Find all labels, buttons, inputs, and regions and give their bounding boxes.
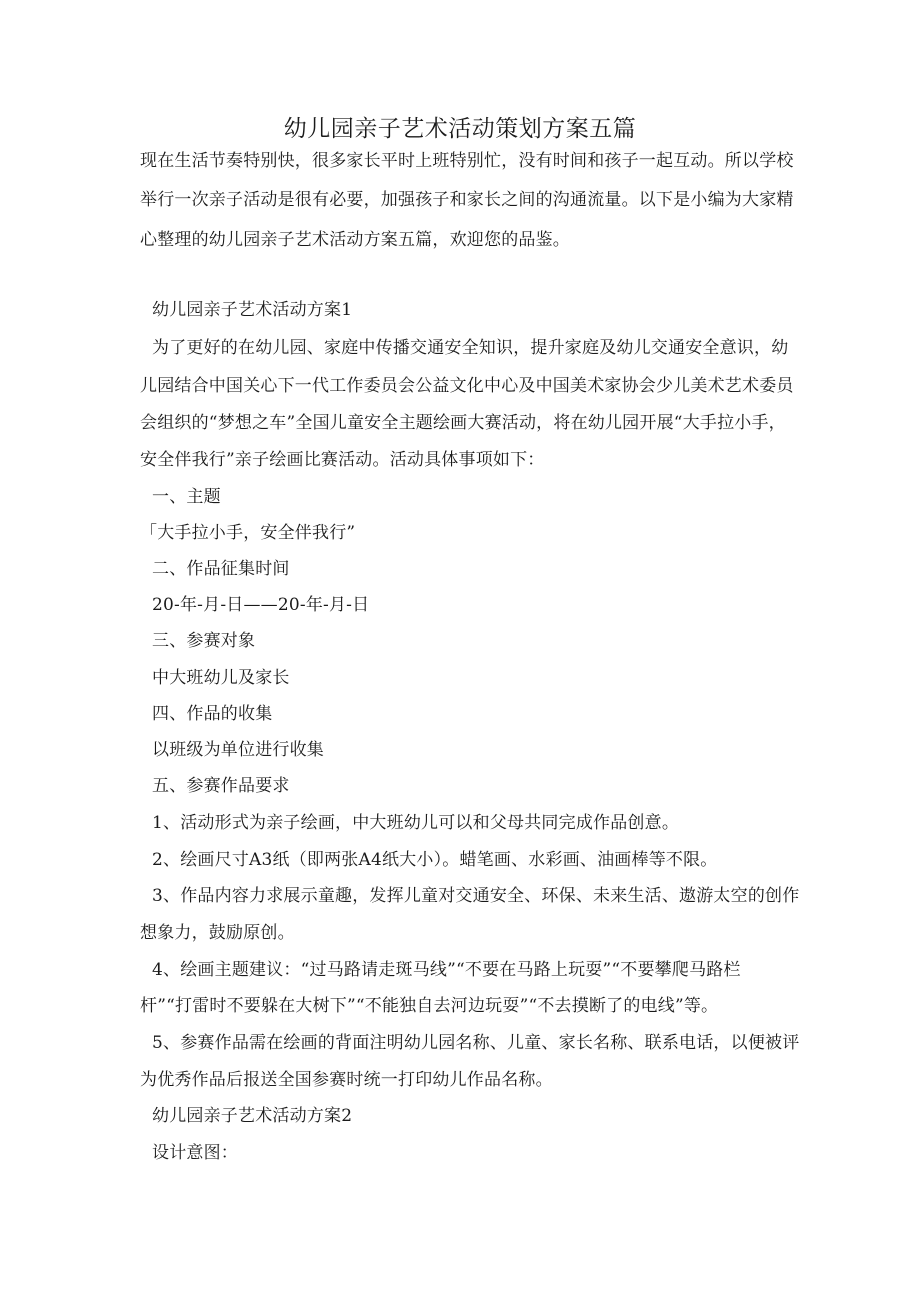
requirement-item: 4、绘画主题建议：“过马路请走斑马线”“不要在马路上玩耍”“不要攀爬马路栏 bbox=[152, 960, 741, 980]
section-title-theme: 一、主题 bbox=[152, 487, 221, 507]
requirement-item: 3、作品内容力求展示童趣，发挥儿童对交通安全、环保、未来生活、遨游太空的创作 bbox=[152, 886, 800, 906]
requirement-item-cont: 为优秀作品后报送全国参赛时统一打印幼儿作品名称。 bbox=[140, 1070, 553, 1090]
plan1-heading: 幼儿园亲子艺术活动方案1 bbox=[152, 300, 353, 320]
section-title-time: 二、作品征集时间 bbox=[152, 559, 290, 579]
section-title-participants: 三、参赛对象 bbox=[152, 631, 256, 651]
plan1-paragraph-line: 儿园结合中国关心下一代工作委员会公益文化中心及中国美术家协会少儿美术艺术委员 bbox=[140, 376, 794, 396]
requirement-item: 2、绘画尺寸A3纸（即两张A4纸大小）。蜡笔画、水彩画、油画棒等不限。 bbox=[152, 850, 718, 870]
intro-line: 现在生活节奏特别快，很多家长平时上班特别忙，没有时间和孩子一起互动。所以学校 bbox=[140, 151, 794, 171]
section-title-requirements: 五、参赛作品要求 bbox=[152, 776, 290, 796]
intro-line: 心整理的幼儿园亲子艺术活动方案五篇，欢迎您的品鉴。 bbox=[140, 230, 570, 250]
section-text-participants: 中大班幼儿及家长 bbox=[152, 668, 290, 688]
section-text-time: 20-年-月-日——20-年-月-日 bbox=[152, 595, 370, 615]
intro-line: 举行一次亲子活动是很有必要，加强孩子和家长之间的沟通流量。以下是小编为大家精 bbox=[140, 190, 794, 210]
document-title: 幼儿园亲子艺术活动策划方案五篇 bbox=[283, 116, 637, 142]
plan1-paragraph-line: 安全伴我行”亲子绘画比赛活动。活动具体事项如下： bbox=[140, 450, 545, 470]
section-text-collection: 以班级为单位进行收集 bbox=[152, 740, 324, 760]
requirement-item: 5、参赛作品需在绘画的背面注明幼儿园名称、儿童、家长名称、联系电话，以便被评 bbox=[152, 1033, 800, 1053]
plan2-design-label: 设计意图： bbox=[152, 1143, 238, 1163]
plan1-paragraph-line: 会组织的“梦想之车”全国儿童安全主题绘画大赛活动，将在幼儿园开展“大手拉小手， bbox=[140, 413, 786, 433]
requirement-item: 1、活动形式为亲子绘画，中大班幼儿可以和父母共同完成作品创意。 bbox=[152, 813, 680, 833]
plan1-paragraph-line: 为了更好的在幼儿园、家庭中传播交通安全知识，提升家庭及幼儿交通安全意识，幼 bbox=[152, 338, 789, 358]
requirement-item-cont: 杆”“打雷时不要躲在大树下”“不能独自去河边玩耍”“不去摸断了的电线”等。 bbox=[140, 996, 719, 1016]
section-text-theme: 「大手拉小手，安全伴我行” bbox=[140, 523, 356, 543]
requirement-item-cont: 想象力，鼓励原创。 bbox=[140, 923, 295, 943]
section-title-collection: 四、作品的收集 bbox=[152, 704, 273, 724]
plan2-heading: 幼儿园亲子艺术活动方案2 bbox=[152, 1106, 353, 1126]
